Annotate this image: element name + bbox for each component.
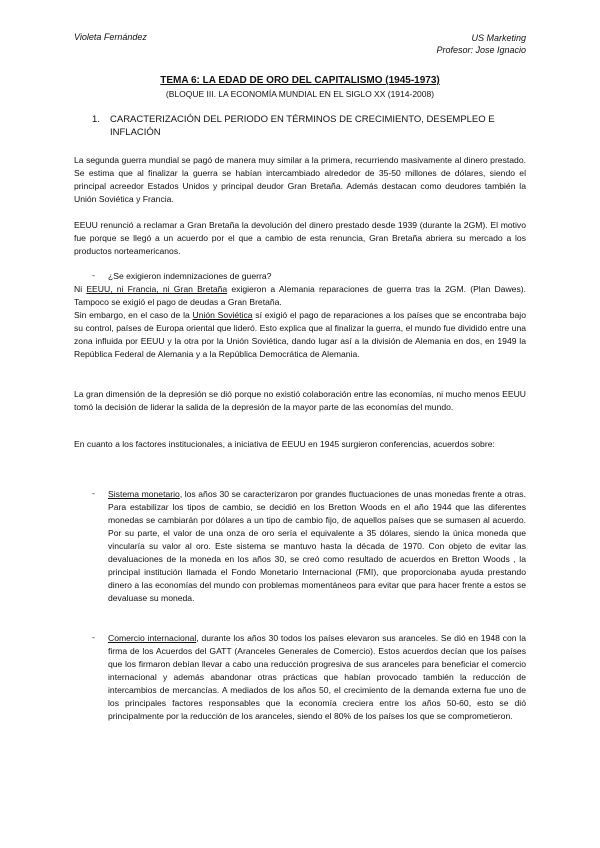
header-professor: Profesor: Jose Ignacio <box>436 45 526 55</box>
paragraph-war-debt: La segunda guerra mundial se pagó de manera muy similar a la primera, recurriendo masivamente al dinero prestado. Se estima que al finalizar la guerra se habían intercambiado alrededor de 35-50 millones de dólares, siendo el principal acreedor Estados Unidos y principal deudor Gran Bretaña. Además destacan como deudores también la Unión Soviética y Francia. <box>74 155 526 204</box>
paragraph-union-sovietica <box>74 309 526 361</box>
p3-underlined: EEUU, ni Francia, ni Gran Bretaña <box>86 284 228 294</box>
question-line: ¿Se exigieron indemnizaciones de guerra? <box>108 271 272 281</box>
header-author: Violeta Fernández <box>74 32 147 42</box>
p3-rest: exigieron a Alemania reparaciones de guerra tras la 2GM. (Plan Dawes). Tampoco se exigió el pago de deudas a Gran Bretaña. <box>74 284 526 307</box>
bullet-comercio-internacional <box>108 632 526 723</box>
p4-rest: sí exigió el pago de reparaciones a los países que se encontraba bajo su control, países de Europa oriental que lideró. Esto explica que al finalizar la guerra, el mundo fue dividido entre una zona influida por EEUU y la otra por la Unión Soviética, dando lugar así a la división de Alemania en dos, en 1949 la República Federal de Alemania y a la República Democrática de Alemania. <box>74 310 526 359</box>
bullet-text-2: , durante los años 30 todos los países elevaron sus aranceles. Se dió en 1948 con la firma de los Acuerdos del GATT (Aranceles Generales de Comercio). Estos acuerdos decían que los países que los firmaron debían llevar a cabo una reducción progresiva de sus aranceles para beneficiar el comercio internacional y además abandonar otras prácticas que habían provocado también la reducción de intercambios de mercancías. A mediados de los años 50, el crecimiento de la demanda externa fue uno de los principales factores responsables que la economía creciera entre los años 50-60, esto se dió principalmente por la reducción de los aranceles, siendo el 80% de los países los que se comprometieron. <box>108 633 526 721</box>
page-title: TEMA 6: LA EDAD DE ORO DEL CAPITALISMO (1945-1973) <box>160 75 440 86</box>
header-course: US Marketing <box>471 33 526 43</box>
section-number: 1. <box>92 114 100 125</box>
bullet-dash-2: - <box>92 632 95 642</box>
question-dash: - <box>92 270 95 280</box>
bullet-text-1: , los años 30 se caracterizaron por grandes fluctuaciones de unas monedas frente a otras. Para estabilizar los tipos de cambio, se decidió en los Bretton Woods en el año 1944 que las diferentes monedas se cambiarán por dólares a un tipo de cambio fijo, de aquellos países que se sumasen al acuerdo. Por su parte, el valor de una onza de oro sería el equivalente a 35 dólares, siendo la única moneda que vincularía su valor al oro. Este sistema se mantuvo hasta la década de 1970. Con objeto de evitar las devaluaciones de la moneda en los años 30, se creó como resultado de acuerdos en Bretton Woods , la principal institución llamada el Fondo Monetario Internacional (FMI), que proporcionaba ayuda prestando dinero a las economías del mundo con problemas momentáneos para evitar que para hacer frente a estos se devaluase su moneda. <box>108 489 526 603</box>
bullet-dash-1: - <box>92 488 95 498</box>
paragraph-factores: En cuanto a los factores institucionales, a iniciativa de EEUU en 1945 surgieron conferencias, acuerdos sobre: <box>74 439 495 449</box>
bullet-term-1: Sistema monetario <box>108 489 180 499</box>
bullet-term-2: Comercio internacional <box>108 633 197 643</box>
bullet-sistema-monetario <box>108 488 526 605</box>
page-subtitle: (BLOQUE III. LA ECONOMÍA MUNDIAL EN EL SIGLO XX (1914-2008) <box>165 89 435 99</box>
paragraph-indemnizaciones <box>74 283 526 309</box>
section-heading <box>92 113 532 139</box>
p4-prefix: Sin embargo, en el caso de la <box>74 310 193 320</box>
section-title: CARACTERIZACIÓN DEL PERIODO EN TÉRMINOS DE CRECIMIENTO, DESEMPLEO E INFLACIÓN <box>110 114 495 138</box>
paragraph-depresion: La gran dimensión de la depresión se dió porque no existió colaboración entre las economías, ni mucho menos EEUU tomó la decisión de liderar la salida de la depresión de la mayor parte de las economías del mundo. <box>74 389 526 412</box>
p4-underlined: Unión Soviética <box>192 310 253 320</box>
header-right <box>436 32 526 56</box>
p3-prefix: Ni <box>74 284 87 294</box>
paragraph-eeuu-renuncia: EEUU renunció a reclamar a Gran Bretaña la devolución del dinero prestado desde 1939 (durante la 2GM). El motivo fue porque se llegó a un acuerdo por el que a cambio de esta renuncia, Gran Bretaña abriera su mercado a los productos norteamericanos. <box>74 220 526 256</box>
